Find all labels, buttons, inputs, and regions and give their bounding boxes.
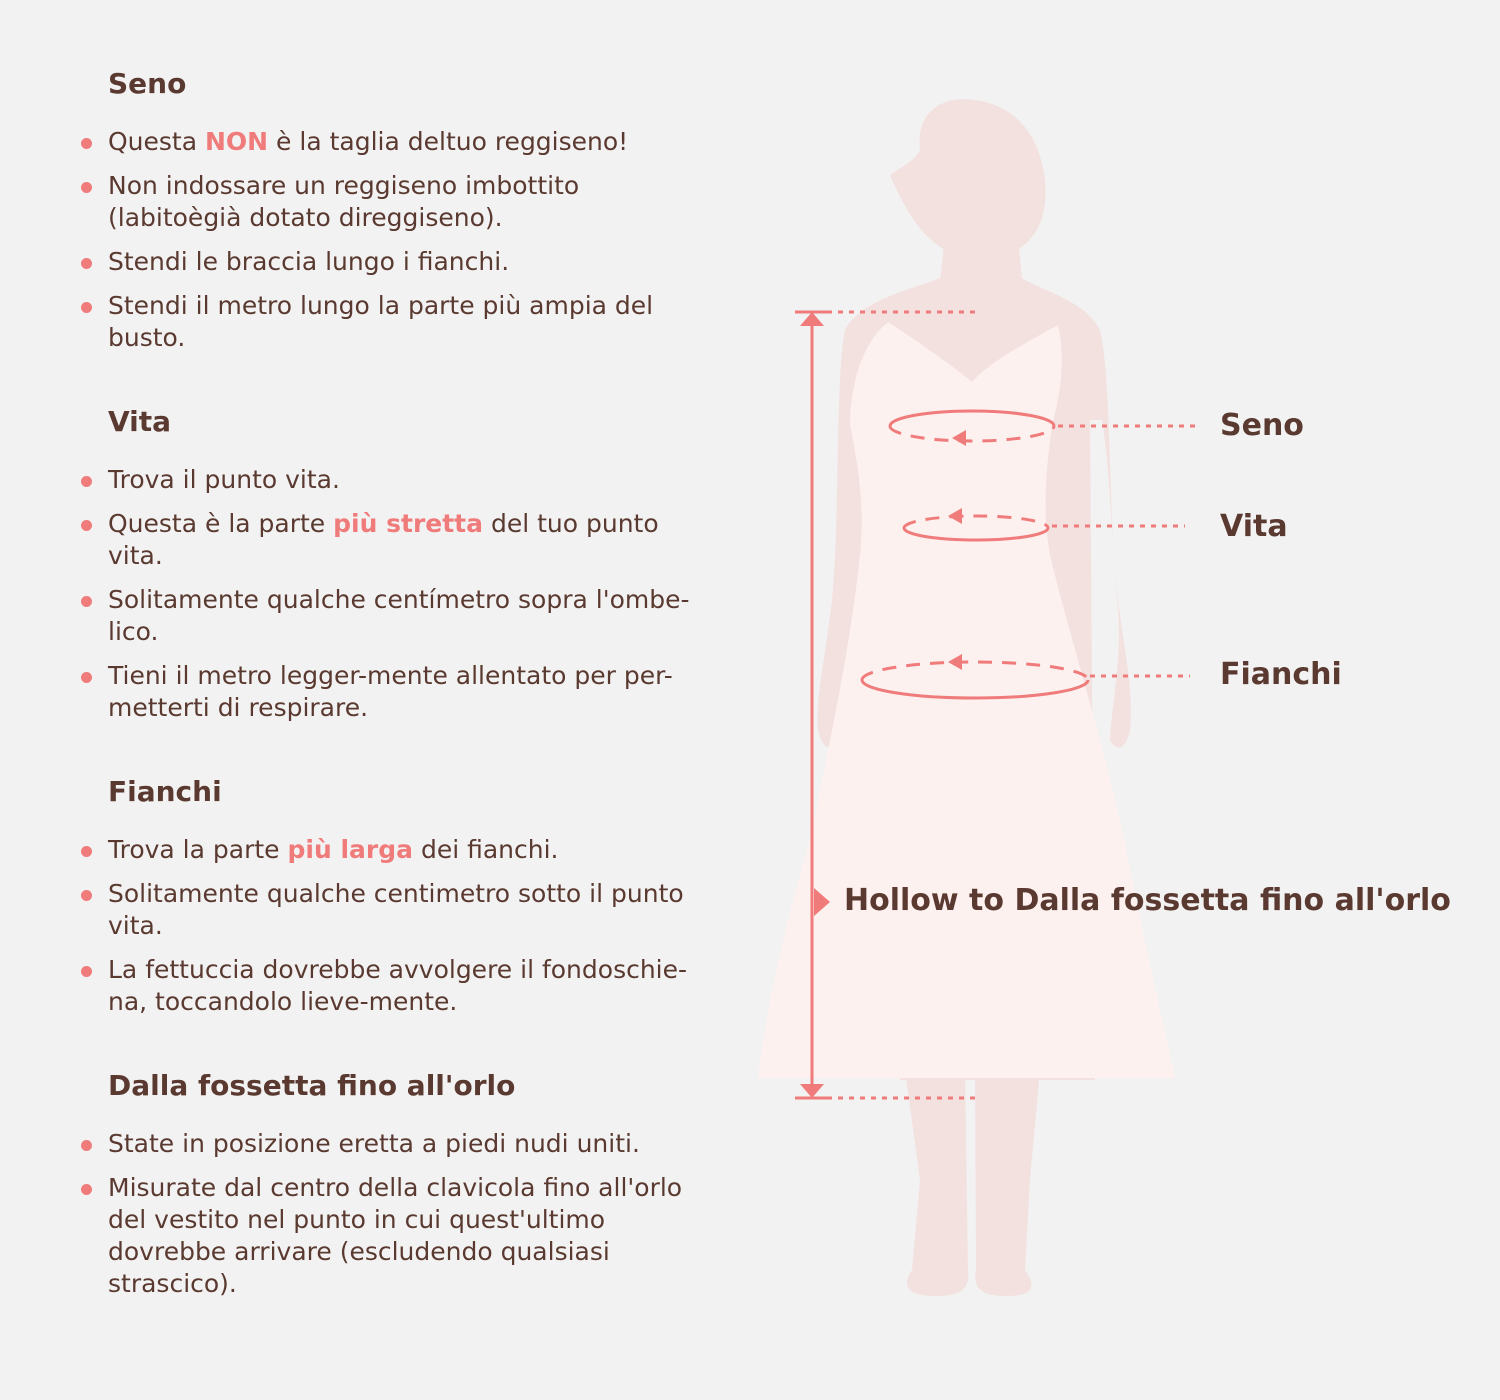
legs-shape-right [975,1070,1040,1296]
section-title-vita: Vita [108,405,172,438]
list-item: State in posizione eretta a piedi nudi uniti. [80,1128,700,1160]
list-item: Trova il punto vita. [80,464,700,496]
head-shape [890,99,1046,250]
section-title-fianchi: Fianchi [108,775,222,808]
list-item: La fettuccia dovrebbe avvolgere il fondoschie-na, toccandolo lieve-mente. [80,954,700,1018]
bullet-icon [81,258,92,269]
highlight-text: più larga [287,835,414,864]
list-item: Stendi il metro lungo la parte più ampia del busto. [80,290,700,354]
body-figure-svg [740,0,1500,1400]
section-vita [80,404,700,736]
list-item: Non indossare un reggiseno imbottito (labitoègià dotato direggiseno). [80,170,700,234]
list-item: Questa NON è la taglia deltuo reggiseno! [80,126,700,158]
list-item: Tieni il metro legger-mente allentato per per-metterti di respirare. [80,660,700,724]
bullet-icon [81,302,92,313]
bullet-icon [81,1184,92,1195]
bullet-icon [81,966,92,977]
bullet-icon [81,596,92,607]
list-item: Trova la parte più larga dei fianchi. [80,834,700,866]
label-length: Hollow to Dalla fossetta fino all'orlo [844,883,1451,918]
label-vita: Vita [1220,509,1288,544]
list-item: Solitamente qualche centimetro sotto il punto vita. [80,878,700,942]
section-seno [80,66,700,366]
list-item: Solitamente qualche centímetro sopra l'ombe-lico. [80,584,700,648]
bullet-icon [81,520,92,531]
legs-shape [905,1070,968,1296]
highlight-text: più stretta [333,509,483,538]
section-title-seno: Seno [108,67,187,100]
section-orlo [80,1068,700,1312]
measurement-diagram [740,0,1500,1400]
bullet-icon [81,476,92,487]
label-seno: Seno [1220,408,1304,443]
bullet-icon [81,846,92,857]
bullet-icon [81,138,92,149]
neck-shape [940,235,1022,282]
list-item: Stendi le braccia lungo i fianchi. [80,246,700,278]
highlight-text: NON [205,127,269,156]
section-title-orlo: Dalla fossetta fino all'orlo [108,1069,516,1102]
bullet-icon [81,672,92,683]
list-item: Questa è la parte più stretta del tuo punto vita. [80,508,700,572]
bullet-icon [81,890,92,901]
bullet-icon [81,182,92,193]
list-item: Misurate dal centro della clavicola fino all'orlo del vestito nel punto in cui quest'ultimo dovrebbe arrivare (escludendo qualsiasi strascico). [80,1172,700,1300]
section-fianchi [80,774,700,1030]
label-fianchi: Fianchi [1220,657,1342,692]
bullet-icon [81,1140,92,1151]
